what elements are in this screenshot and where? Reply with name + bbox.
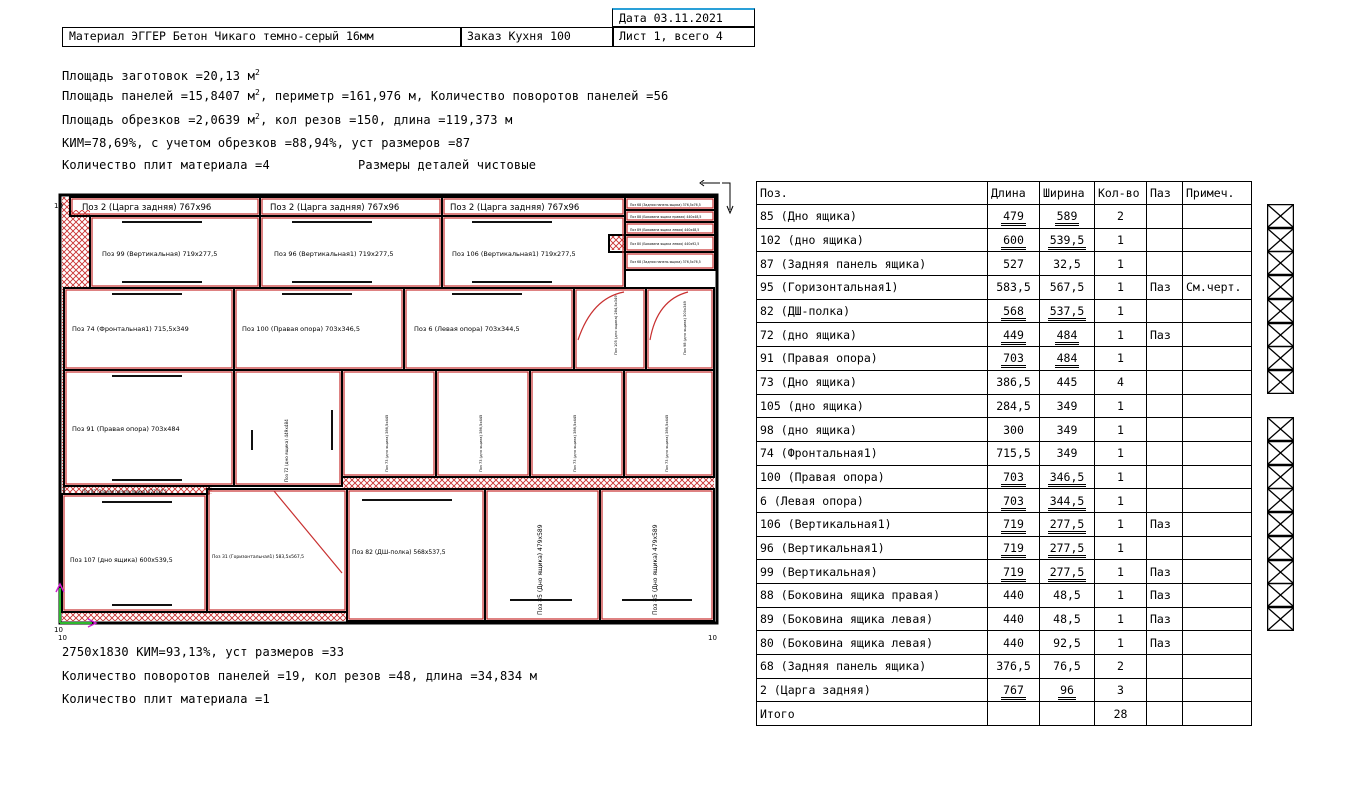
cell-pos: 99 (Вертикальная) xyxy=(757,560,988,584)
cell-width: 277,5 xyxy=(1040,536,1095,560)
cell-note xyxy=(1183,228,1252,252)
cell-width: 539,5 xyxy=(1040,228,1095,252)
cell-qty: 1 xyxy=(1095,276,1147,300)
cell-note xyxy=(1183,347,1252,371)
cell-empty xyxy=(988,702,1040,726)
cell-qty: 1 xyxy=(1095,441,1147,465)
table-row xyxy=(757,512,1252,536)
cell-width: 349 xyxy=(1040,441,1095,465)
table-row xyxy=(757,418,1252,442)
table-row xyxy=(757,394,1252,418)
cell-pos: 68 (Задняя панель ящика) xyxy=(757,655,988,679)
cell-qty: 2 xyxy=(1095,655,1147,679)
part-label-p1: Поз 2 (Царга задняя) 767x96 xyxy=(82,203,212,213)
part-label-p2: Поз 2 (Царга задняя) 767x96 xyxy=(270,203,400,213)
cell-length: 600 xyxy=(988,228,1040,252)
table-row xyxy=(757,441,1252,465)
part-label-narrow3: Поз 73 (дно ящика) 386,5x445 xyxy=(479,414,483,472)
cell-length: 376,5 xyxy=(988,655,1040,679)
cell-groove xyxy=(1147,655,1183,679)
cell-length: 449 xyxy=(988,323,1040,347)
cell-groove xyxy=(1147,252,1183,276)
cross-mark-icon xyxy=(1267,275,1294,299)
table-row xyxy=(757,276,1252,300)
cell-note xyxy=(1183,441,1252,465)
cell-groove xyxy=(1147,441,1183,465)
part-label-p4: Поз 99 (Вертикальная) 719x277,5 xyxy=(102,250,218,258)
cell-groove xyxy=(1147,489,1183,513)
sheet-text: Лист 1, всего 4 xyxy=(619,29,723,43)
cell-note xyxy=(1183,584,1252,608)
summary-blank-area: Площадь заготовок =20,13 $м^2$ xyxy=(62,68,261,83)
cross-mark-icon xyxy=(1267,441,1294,465)
cell-length: 284,5 xyxy=(988,394,1040,418)
cell-groove: Паз xyxy=(1147,607,1183,631)
part-label-p14: Поз 31 (Горизонтальная1) 583,5x567,5 xyxy=(212,555,305,560)
part-label-p11: Поз 72 (дно ящика) 449x484 xyxy=(284,419,289,482)
table-row xyxy=(757,252,1252,276)
material-text: Материал ЭГГЕР Бетон Чикаго темно-серый 16мм xyxy=(69,29,374,43)
part-label-p13: Поз 107 (дно ящика) 600x539,5 xyxy=(70,557,173,564)
cell-pos: 91 (Правая опора) xyxy=(757,347,988,371)
cell-empty xyxy=(1040,702,1095,726)
table-row xyxy=(757,228,1252,252)
cell-length: 703 xyxy=(988,465,1040,489)
cell-qty: 1 xyxy=(1095,489,1147,513)
cell-width: 445 xyxy=(1040,370,1095,394)
cell-length: 719 xyxy=(988,560,1040,584)
cell-length: 767 xyxy=(988,678,1040,702)
cell-pos: 96 (Вертикальная1) xyxy=(757,536,988,560)
cross-mark-icon xyxy=(1267,251,1294,275)
cell-pos: 98 (дно ящика) xyxy=(757,418,988,442)
part-label-p16: Поз 85 (Дно ящика) 479x589 xyxy=(537,524,544,615)
table-row xyxy=(757,323,1252,347)
cross-mark-icon xyxy=(1267,560,1294,584)
cell-length: 703 xyxy=(988,347,1040,371)
summary-slab-count: Количество плит материала =4 xyxy=(62,158,270,172)
corner-label-bottom-left: 10 xyxy=(58,634,67,640)
col-header-width: Ширина xyxy=(1040,182,1095,205)
cell-qty: 1 xyxy=(1095,584,1147,608)
table-row xyxy=(757,465,1252,489)
cell-pos: 6 (Левая опора) xyxy=(757,489,988,513)
cell-note xyxy=(1183,512,1252,536)
cell-pos: 105 (дно ящика) xyxy=(757,394,988,418)
cell-length: 719 xyxy=(988,512,1040,536)
col-header-length: Длина xyxy=(988,182,1040,205)
cell-groove xyxy=(1147,536,1183,560)
parts-table xyxy=(756,181,1252,726)
cell-length: 703 xyxy=(988,489,1040,513)
cell-width: 32,5 xyxy=(1040,252,1095,276)
cell-note xyxy=(1183,394,1252,418)
date-box xyxy=(612,8,755,27)
summary-offcut-area: Площадь обрезков =2,0639 $м^2$, кол резов =150, длина =119,373 м xyxy=(62,112,513,127)
cell-note xyxy=(1183,299,1252,323)
table-row xyxy=(757,655,1252,679)
cell-qty: 1 xyxy=(1095,631,1147,655)
cell-width: 92,5 xyxy=(1040,631,1095,655)
col-header-groove: Паз xyxy=(1147,182,1183,205)
part-label-p10: Поз 91 (Правая опора) 703x484 xyxy=(72,425,180,433)
cell-note xyxy=(1183,560,1252,584)
material-box xyxy=(62,27,462,47)
corner-label-bottom-right: 10 xyxy=(708,634,717,640)
part-label-narrow1: Поз 105 (дно ящика) 284,5x349 xyxy=(614,295,618,355)
cell-qty: 1 xyxy=(1095,252,1147,276)
cell-width: 48,5 xyxy=(1040,584,1095,608)
cell-length: 568 xyxy=(988,299,1040,323)
sheet-box xyxy=(612,27,755,47)
cell-qty: 1 xyxy=(1095,512,1147,536)
cell-width: 344,5 xyxy=(1040,489,1095,513)
cell-qty: 1 xyxy=(1095,323,1147,347)
footer-slabs: Количество плит материала =1 xyxy=(62,692,270,706)
cell-length: 583,5 xyxy=(988,276,1040,300)
cell-qty: 3 xyxy=(1095,678,1147,702)
cell-groove: Паз xyxy=(1147,276,1183,300)
cell-groove xyxy=(1147,394,1183,418)
table-row xyxy=(757,205,1252,229)
cell-length: 719 xyxy=(988,536,1040,560)
cell-length: 440 xyxy=(988,607,1040,631)
part-label-p9: Поз 6 (Левая опора) 703x344,5 xyxy=(414,325,520,333)
cross-mark-icon xyxy=(1267,323,1294,347)
cross-mark-icon xyxy=(1267,299,1294,323)
col-header-pos: Поз. xyxy=(757,182,988,205)
cell-note xyxy=(1183,465,1252,489)
table-row xyxy=(757,536,1252,560)
cell-pos: 89 (Боковина ящика левая) xyxy=(757,607,988,631)
part-label-narrow2: Поз 98 (дно ящика) 300x349 xyxy=(683,301,687,355)
cell-width: 484 xyxy=(1040,323,1095,347)
cell-note xyxy=(1183,655,1252,679)
cell-pos: 74 (Фронтальная1) xyxy=(757,441,988,465)
cell-pos: 72 (дно ящика) xyxy=(757,323,988,347)
part-label-narrow4: Поз 73 (дно ящика) 386,5x445 xyxy=(573,414,577,472)
footer-size-kim: 2750x1830 КИМ=93,13%, уст размеров =33 xyxy=(62,645,345,659)
cell-groove xyxy=(1147,228,1183,252)
cell-qty: 1 xyxy=(1095,394,1147,418)
cell-qty: 2 xyxy=(1095,205,1147,229)
waste-bottom xyxy=(207,612,347,621)
table-header-row xyxy=(757,182,1252,205)
cross-mark-icon xyxy=(1267,607,1294,631)
cell-width: 76,5 xyxy=(1040,655,1095,679)
waste-mid xyxy=(342,477,714,489)
part-label-p3: Поз 2 (Царга задняя) 767x96 xyxy=(450,203,580,213)
cell-length: 479 xyxy=(988,205,1040,229)
cell-groove xyxy=(1147,370,1183,394)
table-row xyxy=(757,370,1252,394)
cell-note xyxy=(1183,323,1252,347)
cell-pos: 88 (Боковина ящика правая) xyxy=(757,584,988,608)
cell-width: 484 xyxy=(1040,347,1095,371)
cell-width: 277,5 xyxy=(1040,560,1095,584)
cell-note xyxy=(1183,607,1252,631)
cell-pos: 100 (Правая опора) xyxy=(757,465,988,489)
cell-note xyxy=(1183,252,1252,276)
cell-length: 440 xyxy=(988,584,1040,608)
cell-note xyxy=(1183,678,1252,702)
table-row xyxy=(757,299,1252,323)
corner-label-left: 10 xyxy=(54,626,63,634)
table-total-row xyxy=(757,702,1252,726)
cross-mark-icon xyxy=(1267,536,1294,560)
cell-width: 537,5 xyxy=(1040,299,1095,323)
corner-label-top: 10 xyxy=(54,202,63,210)
cell-groove: Паз xyxy=(1147,323,1183,347)
col-header-note: Примеч. xyxy=(1183,182,1252,205)
table-row xyxy=(757,560,1252,584)
cell-empty xyxy=(1147,702,1183,726)
order-box xyxy=(460,27,614,47)
cell-length: 386,5 xyxy=(988,370,1040,394)
cell-pos: 85 (Дно ящика) xyxy=(757,205,988,229)
cell-length: 527 xyxy=(988,252,1040,276)
table-row xyxy=(757,631,1252,655)
cell-qty: 1 xyxy=(1095,228,1147,252)
table-row xyxy=(757,584,1252,608)
cell-empty xyxy=(1183,702,1252,726)
cell-length: 300 xyxy=(988,418,1040,442)
part-label-p15: Поз 82 (ДШ-полка) 568x537,5 xyxy=(352,549,446,556)
cell-note xyxy=(1183,489,1252,513)
cell-groove: Паз xyxy=(1147,584,1183,608)
cross-mark-icon xyxy=(1267,204,1294,228)
cell-length: 715,5 xyxy=(988,441,1040,465)
summary-clean-sizes: Размеры деталей чистовые xyxy=(358,158,537,172)
cell-groove: Паз xyxy=(1147,560,1183,584)
cell-width: 277,5 xyxy=(1040,512,1095,536)
cell-note xyxy=(1183,418,1252,442)
cell-note xyxy=(1183,536,1252,560)
cross-mark-icon xyxy=(1267,488,1294,512)
cross-mark-icon xyxy=(1267,465,1294,489)
part-label-narrow5: Поз 73 (дно ящика) 386,5x445 xyxy=(665,414,669,472)
summary-panel-area: Площадь панелей =15,8407 $м^2$, периметр =161,976 м, Количество поворотов панелей =56 xyxy=(62,88,669,103)
part-label-p8: Поз 100 (Правая опора) 703x346,5 xyxy=(242,325,360,333)
cell-pos: 87 (Задняя панель ящика) xyxy=(757,252,988,276)
cell-width: 48,5 xyxy=(1040,607,1095,631)
cell-width: 567,5 xyxy=(1040,276,1095,300)
table-row xyxy=(757,607,1252,631)
part-label-p7: Поз 74 (Фронтальная1) 715,5x349 xyxy=(72,325,189,333)
cell-pos: 82 (ДШ-полка) xyxy=(757,299,988,323)
cell-groove: Паз xyxy=(1147,631,1183,655)
cell-qty: 1 xyxy=(1095,560,1147,584)
part-label-p6: Поз 106 (Вертикальная1) 719x277,5 xyxy=(452,250,576,258)
cell-width: 349 xyxy=(1040,418,1095,442)
cell-width: 349 xyxy=(1040,394,1095,418)
cell-qty: 1 xyxy=(1095,607,1147,631)
part-label-strip3: Поз 80 (Боковина ящика левая) 440x92,5 xyxy=(630,242,700,246)
part-label-strip2: Поз 89 (Боковина ящика левая) 440x48,5 xyxy=(630,228,700,232)
col-header-qty: Кол-во xyxy=(1095,182,1147,205)
cell-qty: 1 xyxy=(1095,418,1147,442)
waste-left-top xyxy=(62,210,90,288)
cutting-layout xyxy=(52,180,742,640)
part-label-strip4: Поз 68 (Задняя панель ящика) 376,5x76,5 xyxy=(630,260,701,264)
part-label-p17: Поз 85 (Дно ящика) 479x589 xyxy=(652,524,659,615)
cell-width: 589 xyxy=(1040,205,1095,229)
part-label-p5: Поз 96 (Вертикальная1) 719x277,5 xyxy=(274,250,394,258)
cell-groove: Паз xyxy=(1147,512,1183,536)
cell-groove xyxy=(1147,347,1183,371)
cross-mark-icon xyxy=(1267,370,1294,394)
cell-note xyxy=(1183,205,1252,229)
table-row xyxy=(757,489,1252,513)
cell-note xyxy=(1183,631,1252,655)
table-row xyxy=(757,678,1252,702)
table-row xyxy=(757,347,1252,371)
cell-qty: 1 xyxy=(1095,347,1147,371)
cell-note: См.черт. xyxy=(1183,276,1252,300)
cell-groove xyxy=(1147,418,1183,442)
part-label-p18: Поз 87 (Задняя панель ящика) 527x32,5 xyxy=(82,489,167,494)
cross-mark-icon xyxy=(1267,417,1294,441)
cell-groove xyxy=(1147,299,1183,323)
cross-mark-icon xyxy=(1267,346,1294,370)
cell-pos: 80 (Боковина ящика левая) xyxy=(757,631,988,655)
cell-pos: 106 (Вертикальная1) xyxy=(757,512,988,536)
cell-groove xyxy=(1147,678,1183,702)
cross-mark-icon xyxy=(1267,228,1294,252)
part-label-strip1: Поз 88 (Боковина ящика правая) 440x48,5 xyxy=(630,215,702,219)
cell-total-label: Итого xyxy=(757,702,988,726)
cell-qty: 1 xyxy=(1095,299,1147,323)
cell-pos: 102 (дно ящика) xyxy=(757,228,988,252)
cell-width: 346,5 xyxy=(1040,465,1095,489)
cell-pos: 2 (Царга задняя) xyxy=(757,678,988,702)
cell-length: 440 xyxy=(988,631,1040,655)
cell-width: 96 xyxy=(1040,678,1095,702)
order-text: Заказ Кухня 100 xyxy=(467,29,571,43)
cell-pos: 73 (Дно ящика) xyxy=(757,370,988,394)
summary-kim: КИМ=78,69%, с учетом обрезков =88,94%, уст размеров =87 xyxy=(62,136,471,150)
cell-qty: 1 xyxy=(1095,536,1147,560)
cell-pos: 95 (Горизонтальная1) xyxy=(757,276,988,300)
cell-groove xyxy=(1147,205,1183,229)
cell-groove xyxy=(1147,465,1183,489)
part-label-p12: Поз 73 (дно ящика) 386,5x445 xyxy=(385,414,389,472)
footer-turns: Количество поворотов панелей =19, кол резов =48, длина =34,834 м xyxy=(62,669,538,683)
cross-mark-icon xyxy=(1267,512,1294,536)
cell-note xyxy=(1183,370,1252,394)
direction-arrow-icon xyxy=(722,183,730,210)
cell-qty: 4 xyxy=(1095,370,1147,394)
date-text: Дата 03.11.2021 xyxy=(619,11,723,25)
cell-qty: 1 xyxy=(1095,465,1147,489)
cell-total-qty: 28 xyxy=(1095,702,1147,726)
cross-mark-icon xyxy=(1267,583,1294,607)
part-label-strip5: Поз 68 (Задняя панель ящика) 376,5x76,5 xyxy=(630,203,701,207)
